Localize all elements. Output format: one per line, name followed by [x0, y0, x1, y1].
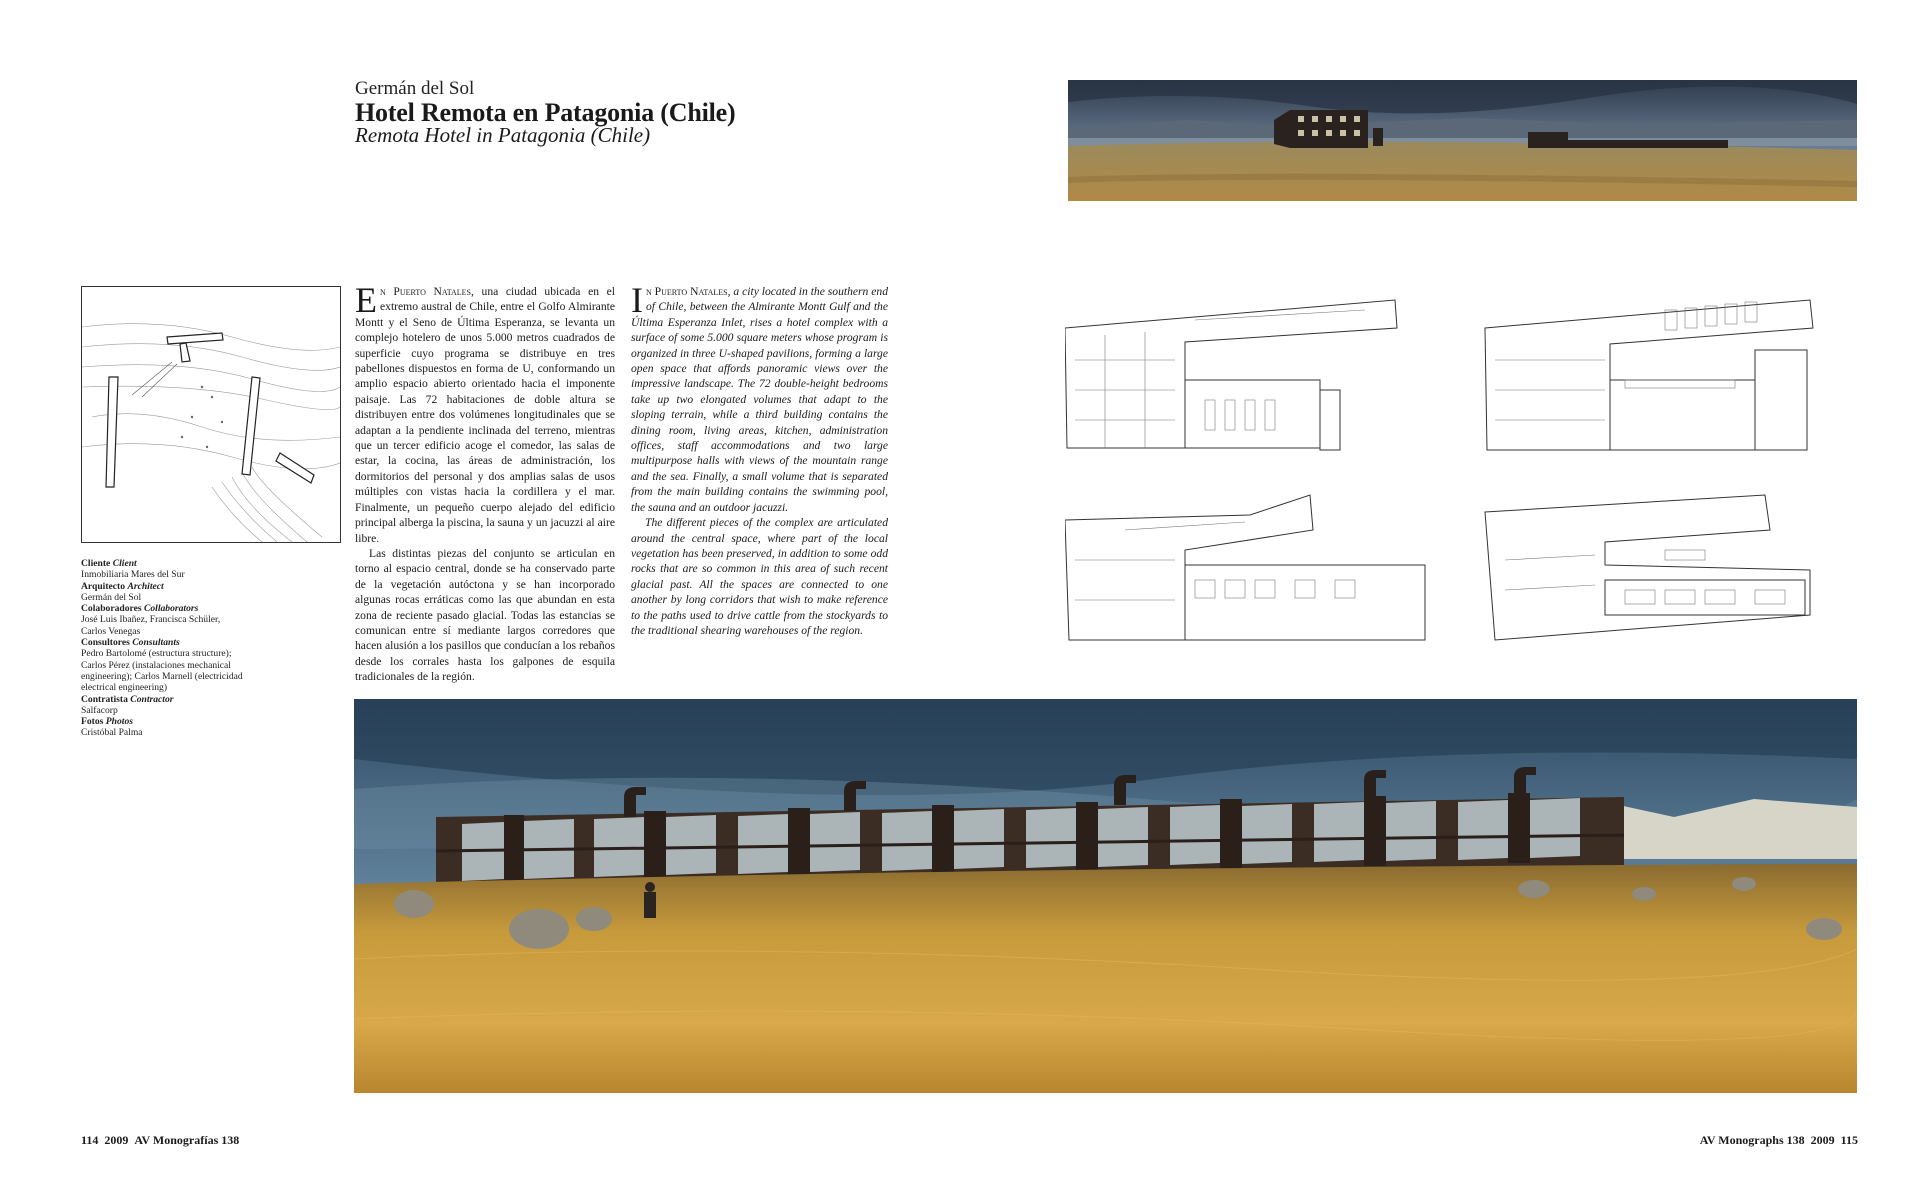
credit-name: Carlos Pérez (instalaciones mechanical	[81, 659, 231, 671]
paragraph	[355, 280, 615, 546]
credit-role: Colaboradores Collaborators	[81, 603, 199, 615]
credit-role: Cliente Client	[81, 558, 137, 569]
lead-in: n Puerto Natales	[380, 285, 472, 298]
year-right: 2009	[1810, 1133, 1835, 1147]
footer-right	[1700, 1133, 1858, 1148]
credit-role: Fotos Photos	[81, 716, 133, 728]
publication-left: AV Monografías 138	[134, 1133, 240, 1147]
body-text-english	[631, 280, 888, 638]
footer-left	[81, 1133, 245, 1148]
credit-name: Pedro Bartolomé (estructura structure);	[81, 648, 232, 660]
credit-name: José Luis Ibañez, Francisca Schüler,	[81, 614, 221, 626]
credit-name: engineering); Carlos Marnell (electricidad	[81, 670, 243, 682]
credit-name: Salfacorp	[81, 704, 118, 716]
page-number-left: 114	[81, 1133, 99, 1147]
page-title: Hotel Remota en Patagonia (Chile)	[355, 98, 736, 127]
paragraph	[631, 280, 888, 515]
paragraph: The different pieces of the complex are articulated around the central space, where part of the local vegetation has been preserved, in addition to some odd rocks that are so common in this area of such recent glacial past. All the spaces are connected to one another by long corridors that wish to make reference to the paths used to drive cattle from the stockyards to the traditional shearing warehouses of the region.	[631, 516, 888, 637]
credit-role: Arquitecto Architect	[81, 580, 164, 592]
site-plan-drawing	[81, 286, 341, 543]
page-number-right: 115	[1840, 1133, 1858, 1147]
body-text-spanish	[355, 280, 615, 685]
drop-cap: E	[355, 280, 377, 320]
credit-name: Cristóbal Palma	[81, 727, 143, 739]
drop-cap: I	[631, 280, 643, 320]
main-hotel-photo	[354, 699, 1857, 1093]
floor-plans-drawing	[1065, 280, 1875, 676]
credit-name: Inmobiliaria Mares del Sur	[81, 569, 185, 581]
project-credits	[81, 558, 271, 739]
credit-role: Consultores Consultants	[81, 637, 180, 649]
credit-role: Contratista Contractor	[81, 693, 174, 705]
paragraph: Las distintas piezas del conjunto se articulan en torno al espacio central, donde se ha conservado parte de la vegetación autóctona y se han incorporado algunas rocas erráticas como las que abundan en esta zona de reciente pasado glacial. Todas las estancias se comunican entre sí mediante largos corredores que hacen alusión a los pasillos que conducían a los rebaños desde los corrales hasta los galpones de esquila tradicionales de la región.	[355, 546, 615, 684]
lead-in: n Puerto Natales	[646, 285, 728, 298]
year-left: 2009	[104, 1133, 129, 1147]
page-subtitle: Remota Hotel in Patagonia (Chile)	[355, 123, 651, 147]
credit-name: Carlos Venegas	[81, 625, 141, 637]
top-landscape-photo	[1068, 80, 1857, 201]
publication-right: AV Monographs 138	[1699, 1133, 1805, 1147]
author-name: Germán del Sol	[355, 78, 475, 99]
credit-name: Germán del Sol	[81, 591, 142, 603]
credit-name: electrical engineering)	[81, 682, 168, 694]
paragraph-text: , a city located in the southern end of Chile, between the Almirante Montt Gulf and the Última Esperanza Inlet, rises a hotel complex with a surface of some 5.000 square meters whose program is organized in three U-shaped pavilions, forming a large open space that affords panoramic views over the impressive landscape. The 72 double-height bedrooms take up two elongated volumes that adapt to the sloping terrain, while a third building contains the dining room, living areas, kitchen, administration offices, staff accommodations and two large multipurpose halls with views of the mountain range and the sea. Finally, a small volume that is separated from the main building contains the swimming pool, the sauna and an outdoor jacuzzi.	[631, 285, 888, 514]
paragraph-text: , una ciudad ubicada en el extremo austral de Chile, entre el Golfo Almirante Montt y el Seno de Última Esperanza, se levanta un complejo hotelero de unos 5.000 metros cuadrados de superficie cuyo programa se distribuye en tres pabellones dispuestos en forma de U, conformando un amplio espacio abierto orientado hacia el imponente paisaje. Las 72 habitaciones de doble altura se distribuyen entre dos volúmenes longitudinales que se adaptan a la pendiente inclinada del terreno, mientras que un tercer edificio acoge el comedor, las salas de estar, la cocina, las áreas de administración, los dormitorios del personal y dos amplias salas de usos múltiples con vistas hacia la cordillera y el mar. Finalmente, un pequeño cuerpo alejado del edificio principal alberga la piscina, la sauna y un jacuzzi al aire libre.	[355, 285, 615, 545]
